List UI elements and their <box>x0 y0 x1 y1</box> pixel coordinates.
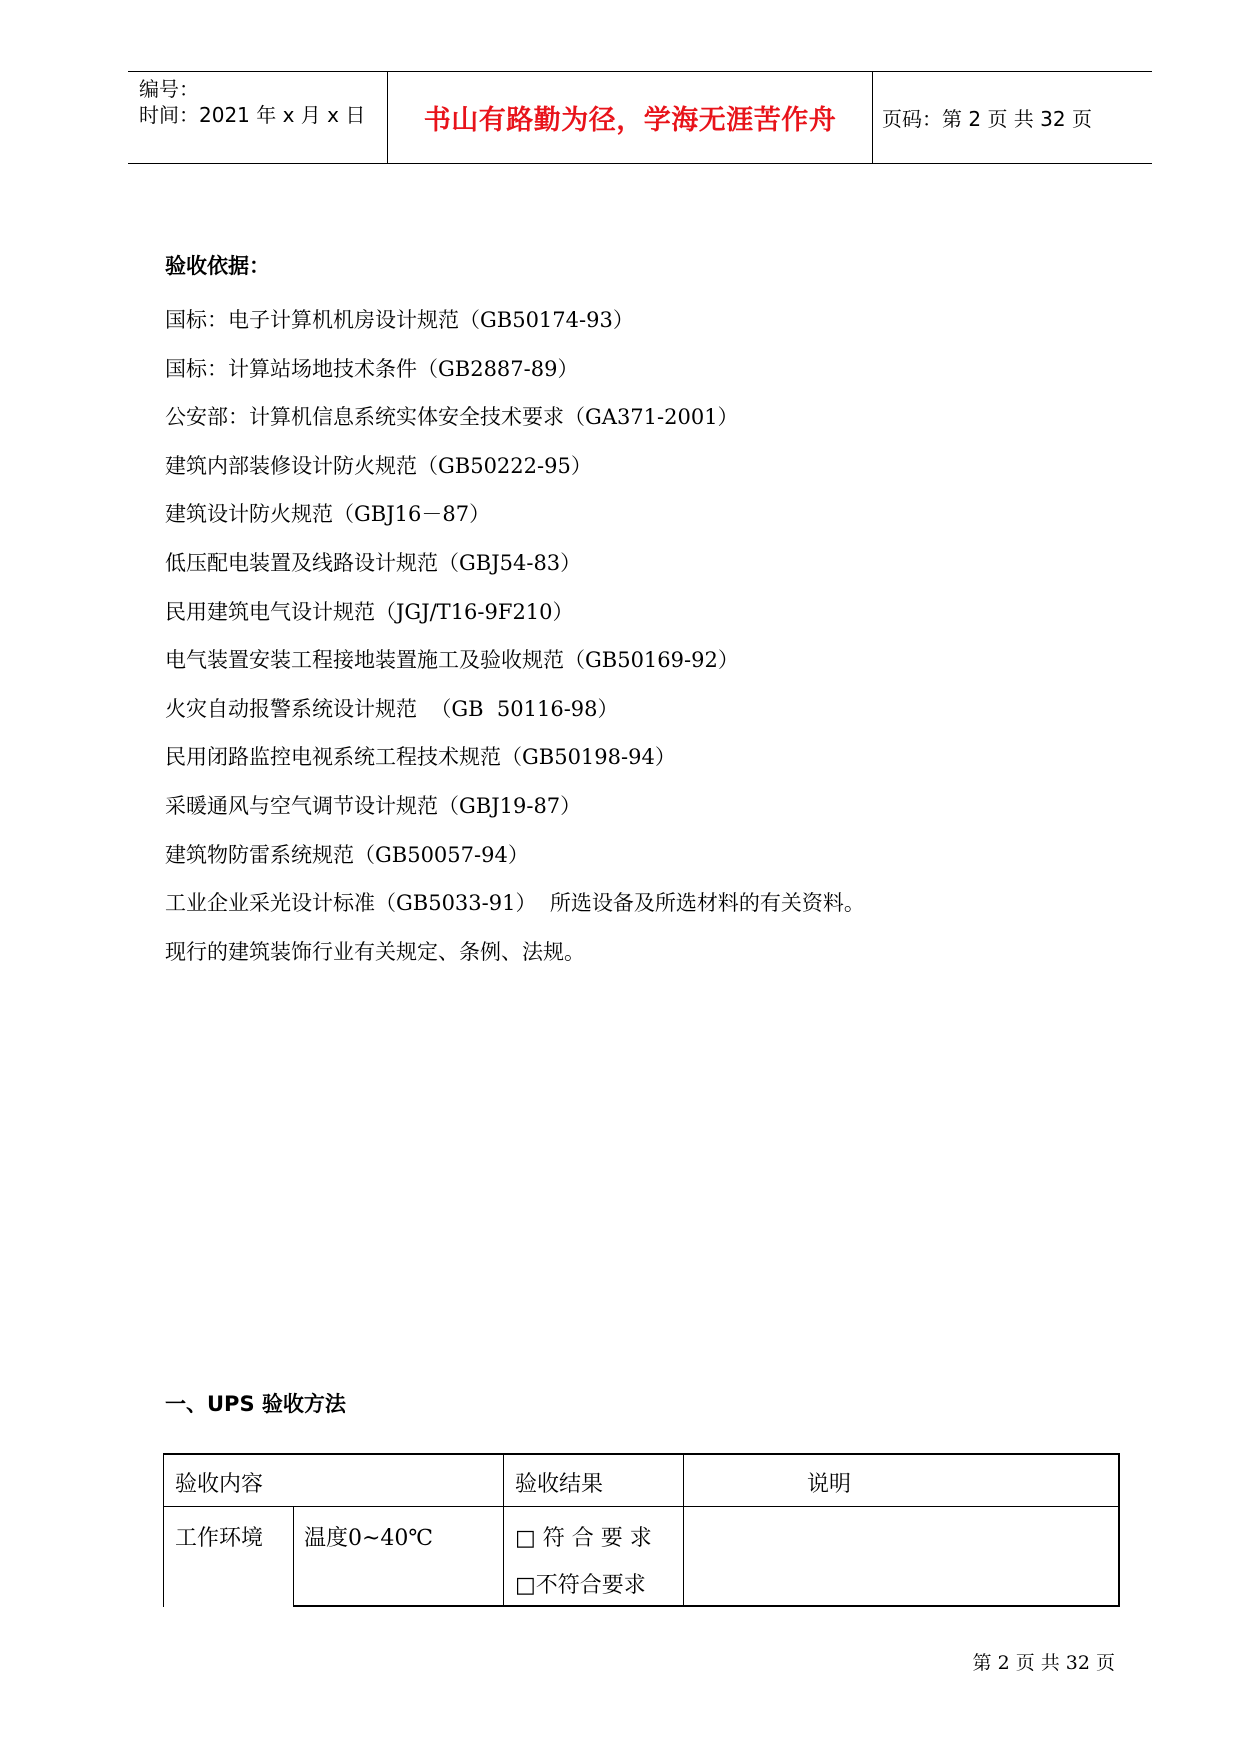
time-label: 时间：2021 年 x 月 x 日 <box>139 103 366 127</box>
basis-item: 工业企业采光设计标准（GB5033-91） 所选设备及所选材料的有关资料。 <box>165 891 865 916</box>
table-border-left <box>163 1453 164 1607</box>
basis-item: 建筑内部装修设计防火规范（GB50222-95） <box>165 453 592 478</box>
header-slogan: 书山有路勤为径，学海无涯苦作舟 <box>388 72 873 163</box>
basis-item: 建筑物防雷系统规范（GB50057-94） <box>165 842 529 867</box>
table-border-top <box>163 1453 1119 1455</box>
header-content: 验收内容 <box>175 1472 264 1497</box>
basis-item: 电气装置安装工程接地装置施工及验收规范（GB50169-92） <box>165 648 739 673</box>
header-result: 验收结果 <box>515 1472 604 1497</box>
table-header-divider <box>163 1506 1119 1507</box>
row-category: 工作环境 <box>175 1526 264 1551</box>
acceptance-basis <box>165 248 1115 976</box>
table-border-right <box>1118 1453 1120 1607</box>
basis-item: 现行的建筑装饰行业有关规定、条例、法规。 <box>165 939 585 964</box>
basis-item: 民用闭路监控电视系统工程技术规范（GB50198-94） <box>165 745 676 770</box>
header-meta <box>128 72 388 163</box>
page-footer: 第 2 页 共 32 页 <box>972 1652 1115 1674</box>
basis-item: 国标：电子计算机机房设计规范（GB50174-93） <box>165 308 634 332</box>
option-pass[interactable]: □ 符 合 要 求 <box>515 1526 652 1551</box>
option-fail[interactable]: □不符合要求 <box>515 1573 646 1598</box>
serial-label: 编号： <box>139 77 199 101</box>
basis-title: 验收依据： <box>165 254 270 278</box>
table-col-divider <box>503 1453 504 1606</box>
table-col-divider <box>293 1506 294 1606</box>
section-title: 一、UPS 验收方法 <box>165 1392 346 1416</box>
basis-item: 建筑设计防火规范（GBJ16－87） <box>165 502 491 527</box>
table-row-bottom <box>293 1605 1119 1607</box>
header-note: 说明 <box>807 1472 852 1497</box>
acceptance-table <box>163 1453 1119 1607</box>
row-item: 温度0~40℃ <box>304 1526 434 1551</box>
basis-item: 公安部：计算机信息系统实体安全技术要求（GA371-2001） <box>165 405 739 430</box>
header-page-code: 页码：第 2 页 共 32 页 <box>882 107 1092 131</box>
document-header <box>128 71 1152 164</box>
basis-item: 采暖通风与空气调节设计规范（GBJ19-87） <box>165 793 582 818</box>
basis-item: 民用建筑电气设计规范（JGJ/T16-9F210） <box>165 599 574 624</box>
basis-item: 火灾自动报警系统设计规范 （GB 50116-98） <box>165 696 619 721</box>
table-col-divider <box>683 1453 684 1606</box>
basis-item: 国标：计算站场地技术条件（GB2887-89） <box>165 356 579 381</box>
basis-item: 低压配电装置及线路设计规范（GBJ54-83） <box>165 550 582 575</box>
